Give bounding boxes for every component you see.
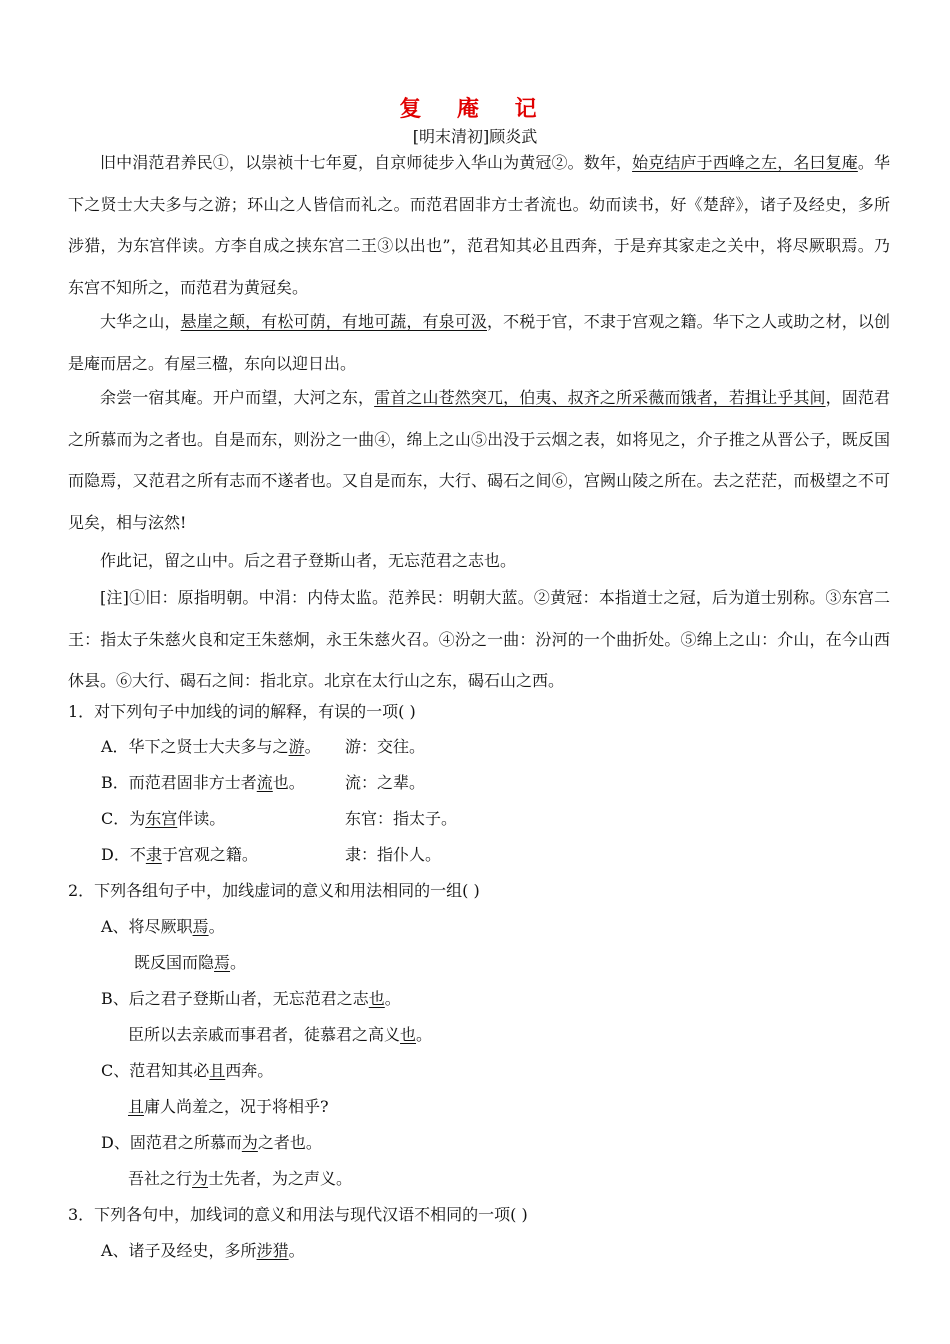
paragraph-2 [68, 301, 890, 384]
q1-b-post: 也。 [272, 773, 305, 792]
q2-a1-underlined: 焉 [192, 917, 209, 936]
q2-c2-underlined: 且 [128, 1097, 145, 1116]
q3-a-pre: A、诸子及经史，多所 [101, 1241, 257, 1260]
q2-a2-pre: 既反国而隐 [134, 953, 215, 972]
q2-c1-pre: C、范君知其必 [101, 1061, 210, 1080]
q1-c-post: 伴读。 [177, 809, 226, 828]
footnotes: [注]①旧：原指明朝。中涓：内侍太监。范养民：明朝大蓝。②黄冠：本指道士之冠，后为道士别称。③东宫二王：指太子朱慈火良和定王朱慈炯，永王朱慈火召。④汾之一曲：汾河的一个曲折处。⑤绵上之山：介山，在今山西休县。⑥大行、碣石之间：指北京。北京在太行山之东，碣石山之西。 [68, 588, 890, 690]
q2-b1-underlined: 也 [368, 989, 385, 1008]
q2-group-b-line-1 [101, 987, 401, 1011]
q2-group-b-line-2 [128, 1023, 432, 1047]
q2-c1-post: 西奔。 [225, 1061, 274, 1080]
q1-d-pre: D．不 [101, 845, 146, 864]
paragraph-3 [68, 377, 890, 543]
q1-option-a-gloss: 游：交往。 [345, 737, 426, 756]
q2-b2-pre: 臣所以去亲戚而事君者，徒慕君之高义 [128, 1025, 401, 1044]
q2-d1-underlined: 为 [241, 1133, 258, 1152]
q2-group-a-line-1 [101, 915, 225, 939]
q3-option-a [101, 1239, 305, 1263]
q2-group-a-line-2 [134, 951, 246, 975]
p2-underlined-phrase: 悬崖之颠，有松可荫，有地可蔬，有泉可汲 [180, 312, 487, 331]
q1-b-underlined: 流 [256, 773, 273, 792]
p1-underlined-phrase: 始克结庐于西峰之左，名曰复庵 [632, 153, 858, 172]
q1-a-underlined: 游 [288, 737, 305, 756]
q2-a2-post: 。 [230, 953, 247, 972]
q1-option-d-gloss: 隶：指仆人。 [345, 845, 442, 864]
p3-text-b: ，固范君之所慕而为之者也。自是而东，则汾之一曲④，绵上之山⑤出没于云烟之表，如将见之，介子推之从晋公子，既反国而隐焉，又范君之所有志而不遂者也。又自是而东，大行、碣石之间⑥，宫阙山陵之所在。去之茫茫，而极望之不可见矣，相与泫然! [68, 388, 890, 532]
q2-group-d-line-1 [101, 1131, 322, 1155]
q1-option-a [101, 735, 321, 759]
q2-a1-post: 。 [208, 917, 225, 936]
p2-text-a: 大华之山， [100, 312, 181, 331]
q2-a1-pre: A、将尽厥职 [101, 917, 193, 936]
q1-c-underlined: 东宫 [145, 809, 178, 828]
page-title: 复 庵 记 [399, 97, 551, 122]
q2-b2-underlined: 也 [400, 1025, 417, 1044]
q3-a-underlined: 涉猎 [256, 1241, 289, 1260]
paragraph-1 [68, 142, 890, 308]
author-line: [明末清初]顾炎武 [412, 127, 538, 146]
q3-stem: 3．下列各句中，加线词的意义和用法与现代汉语不相同的一项( ) [68, 1205, 528, 1224]
q1-stem: 1．对下列句子中加线的词的解释，有误的一项( ) [68, 702, 416, 721]
q2-group-c-line-2 [128, 1095, 329, 1119]
q2-c1-underlined: 且 [209, 1061, 226, 1080]
paragraph-4: 作此记，留之山中。后之君子登斯山者，无忘范君之志也。 [100, 551, 517, 570]
q2-group-d-line-2 [128, 1167, 352, 1191]
p3-underlined-phrase: 雷首之山苍然突兀，伯夷、叔齐之所采薇而饿者，若揖让乎其间 [374, 388, 826, 407]
q2-b2-post: 。 [416, 1025, 433, 1044]
q1-d-post: 于宫观之籍。 [161, 845, 258, 864]
q2-group-c-line-1 [101, 1059, 273, 1083]
q1-a-post: 。 [304, 737, 321, 756]
q2-a2-underlined: 焉 [214, 953, 231, 972]
q2-d2-underlined: 为 [192, 1169, 209, 1188]
q1-c-pre: C．为 [101, 809, 146, 828]
q2-d2-pre: 吾社之行 [128, 1169, 193, 1188]
q2-d1-pre: D、固范君之所慕而 [101, 1133, 242, 1152]
p1-text-a: 旧中涓范君养民①，以崇祯十七年夏，自京师徒步入华山为黄冠②。数年， [100, 153, 633, 172]
q1-option-d [101, 843, 258, 867]
q1-option-c-gloss: 东官：指太子。 [345, 809, 458, 828]
p2-text-b: ，不税于官，不隶于宫观之籍。华下之人或助之材，以创是庵而居之。有屋三楹，东向以迎日出。 [68, 312, 890, 373]
q1-option-b [101, 771, 305, 795]
q1-option-b-gloss: 流：之辈。 [345, 773, 426, 792]
q2-stem: 2．下列各组句子中，加线虚词的意义和用法相同的一组( ) [68, 881, 480, 900]
q2-d2-post: 士先者，为之声义。 [208, 1169, 353, 1188]
p3-text-a: 余尝一宿其庵。开户而望，大河之东， [100, 388, 375, 407]
q2-b1-pre: B、后之君子登斯山者，无忘范君之志 [101, 989, 369, 1008]
q2-c2-post: 庸人尚羞之，况于将相乎? [144, 1097, 329, 1116]
q2-b1-post: 。 [384, 989, 401, 1008]
q1-a-pre: A．华下之贤士大夫多与之 [101, 737, 289, 756]
p1-text-b: 。华下之贤士大夫多与之游；环山之人皆信而礼之。而范君固非方士者流也。幼而读书，好《楚辞》，诸子及经史，多所涉猎，为东宫伴读。方李自成之挟东宫二王③以出也”，范君知其必且西奔，于是弃其家走之关中，将尽厥职焉。乃东宫不知所之，而范君为黄冠矣。 [68, 153, 890, 297]
q2-d1-post: 之者也。 [257, 1133, 322, 1152]
q1-d-underlined: 隶 [145, 845, 162, 864]
q1-option-c [101, 807, 225, 831]
q3-a-post: 。 [288, 1241, 305, 1260]
q1-b-pre: B．而范君固非方士者 [101, 773, 257, 792]
